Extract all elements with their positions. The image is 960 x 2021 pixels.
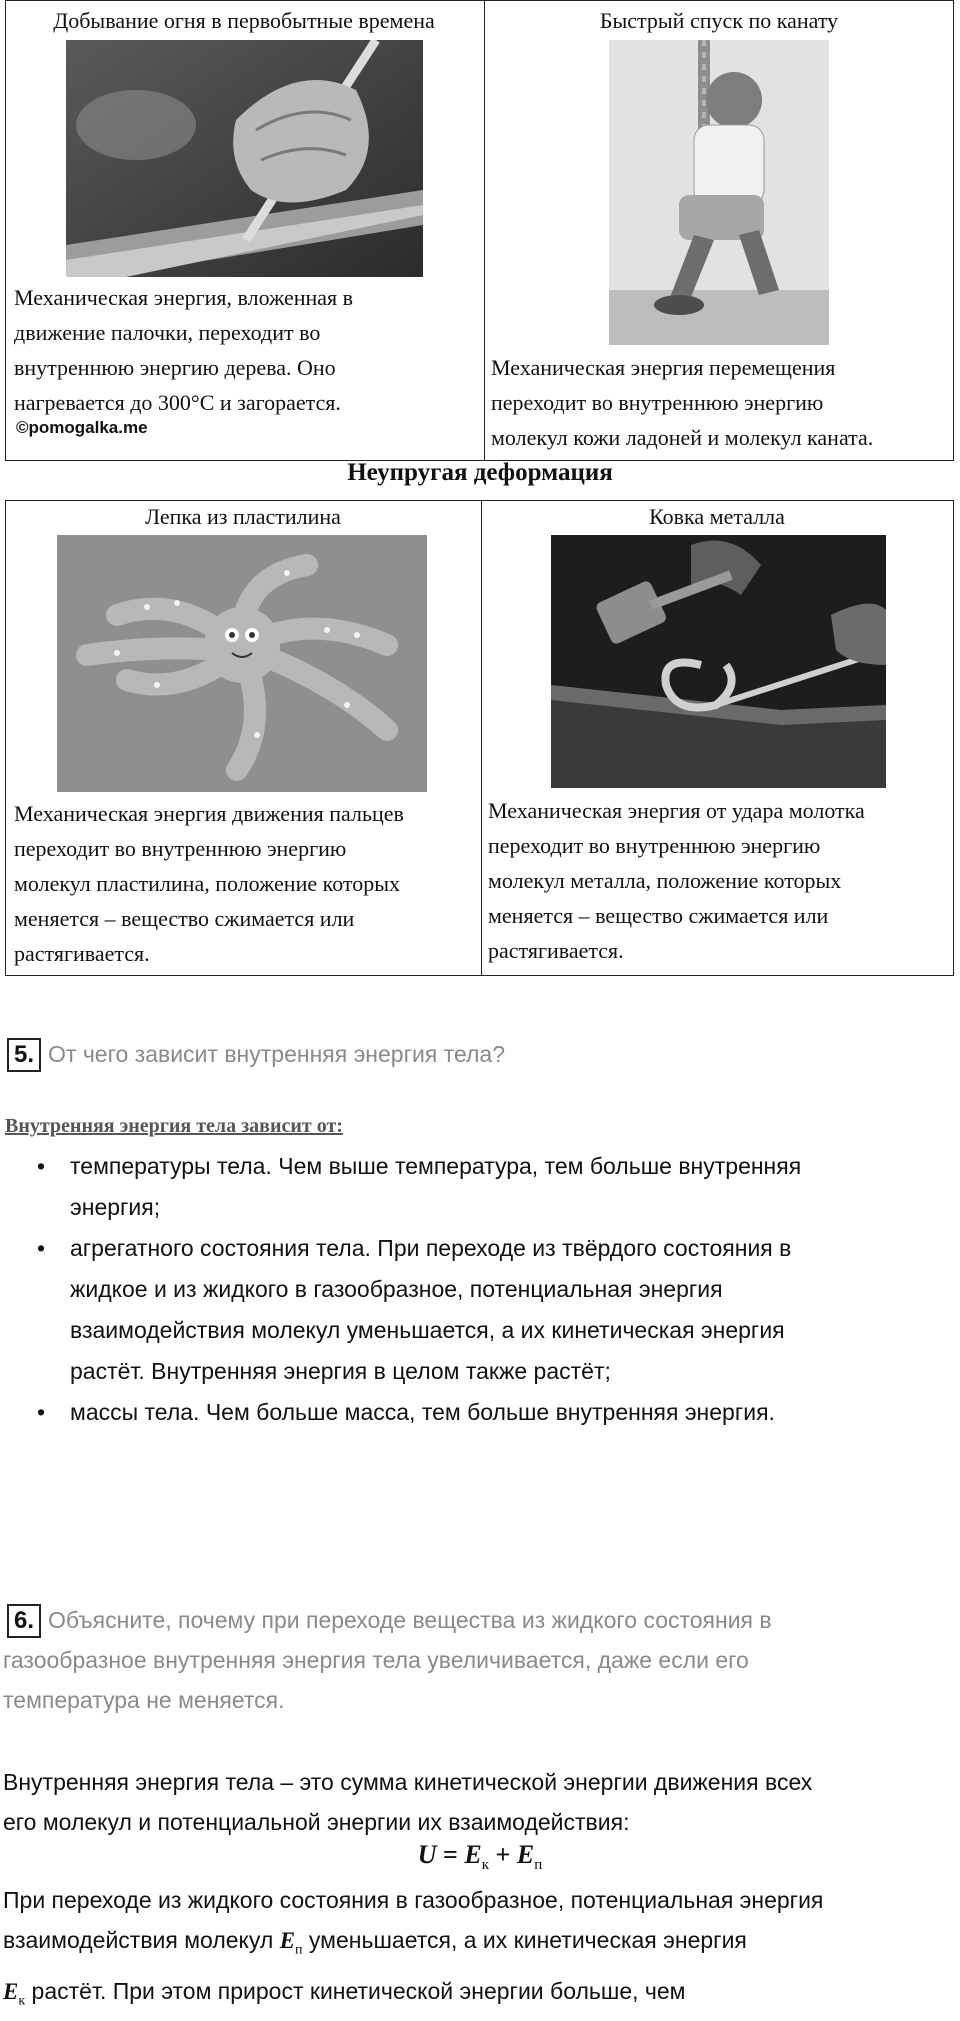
cell-title-plasticine: Лепка из пластилина (145, 504, 341, 529)
question-text-5: От чего зависит внутренняя энергия тела? (48, 1041, 505, 1067)
formula-u: U (417, 1840, 437, 1869)
text-line: внутреннюю энергию дерева. Оно (14, 355, 336, 380)
photo-metal-forging (551, 535, 886, 788)
text-line: переходит во внутреннюю энергию (491, 390, 824, 415)
question-number-6: 6. (7, 1604, 41, 1638)
explanation-paragraph (3, 1880, 953, 2021)
text-line (3, 1971, 953, 2021)
text-line: растёт. Внутренняя энергия в целом также растёт; (70, 1358, 611, 1384)
question-text-6 (3, 1600, 953, 1720)
text-line: молекул металла, положение которых (488, 868, 842, 893)
cell-text-fire (14, 280, 474, 420)
section-heading: Неупругая деформация (347, 459, 613, 486)
math-var-ep: $E_п$ (279, 1928, 303, 1958)
formula-ep: E (516, 1840, 535, 1869)
answer-paragraph (3, 1762, 953, 1842)
bullet-icon: • (37, 1153, 46, 1179)
cell-text-rope (491, 350, 951, 455)
watermark: ©pomogalka.me (16, 418, 148, 437)
bullet-icon: • (37, 1399, 46, 1425)
text-line: массы тела. Чем больше масса, тем больше внутренняя энергия. (70, 1399, 775, 1425)
formula-eq: = (436, 1840, 465, 1869)
text-line: температуры тела. Чем выше температура, тем больше внутренняя (70, 1153, 802, 1179)
energy-formula (0, 1840, 960, 1874)
formula-ek: E (464, 1840, 482, 1869)
photo-fire-drill (66, 40, 423, 277)
text-line: агрегатного состояния тела. При переходе из твёрдого состояния в (70, 1235, 792, 1261)
text-line: Внутренняя энергия тела – это сумма кинетической энергии движения всех (3, 1769, 813, 1795)
answer-heading: Внутренняя энергия тела зависит от: (5, 1115, 343, 1137)
text-line: энергия; (70, 1194, 161, 1220)
text-line: жидкое и из жидкого в газообразное, потенциальная энергия (70, 1276, 723, 1302)
question-number-5: 5. (7, 1038, 41, 1072)
table-divider (484, 1, 485, 460)
cell-title-fire: Добывание огня в первобытные времена (53, 8, 435, 33)
formula-ek-sub: к (481, 1857, 490, 1874)
math-var-ek: $E_к$ (3, 1978, 26, 2009)
text-line: взаимодействия молекул уменьшается, а их кинетическая энергия (70, 1317, 785, 1343)
text-line: растягивается. (14, 941, 150, 966)
text-line: Объясните, почему при переходе вещества из жидкого состояния в (48, 1607, 772, 1633)
text-segment: взаимодействия молекул (3, 1927, 280, 1953)
text-line: Механическая энергия, вложенная в (14, 285, 354, 310)
text-line: растягивается. (488, 938, 624, 963)
text-line: При переходе из жидкого состояния в газообразное, потенциальная энергия (3, 1887, 824, 1913)
text-line: Механическая энергия движения пальцев (14, 801, 404, 826)
formula-ep-sub: п (534, 1857, 543, 1874)
bullet-icon: • (37, 1235, 46, 1261)
text-line: молекул кожи ладоней и молекул каната. (491, 425, 874, 450)
formula-plus: + (489, 1840, 517, 1869)
text-line: Механическая энергия перемещения (491, 355, 836, 380)
text-line: меняется – вещество сжимается или (488, 903, 829, 928)
text-line: Механическая энергия от удара молотка (488, 798, 865, 823)
table-divider (481, 501, 482, 975)
text-line: движение палочки, переходит во (14, 320, 321, 345)
text-line: нагревается до 300°С и загорается. (14, 390, 341, 415)
list-item (30, 1228, 920, 1392)
text-line: его молекул и потенциальной энергии их взаимодействия: (3, 1809, 630, 1835)
cell-text-plasticine (14, 796, 474, 971)
photo-rope-descent (609, 40, 829, 345)
cell-text-forging (488, 793, 950, 968)
text-line (3, 1920, 953, 1971)
answer-bullet-list (30, 1146, 920, 1433)
text-segment: растёт. При этом прирост кинетической энергии больше, чем (25, 1977, 686, 2004)
text-line: газообразное внутренняя энергия тела увеличивается, даже если его (3, 1647, 749, 1673)
text-line: переходит во внутреннюю энергию (488, 833, 821, 858)
list-item (30, 1146, 920, 1228)
cell-title-rope: Быстрый спуск по канату (599, 8, 839, 33)
list-item (30, 1392, 920, 1433)
text-line: меняется – вещество сжимается или (14, 906, 355, 931)
photo-plasticine-octopus (57, 535, 427, 792)
text-line: температура не меняется. (3, 1687, 285, 1713)
text-line: переходит во внутреннюю энергию (14, 836, 347, 861)
text-line: молекул пластилина, положение которых (14, 871, 401, 896)
text-segment: уменьшается, а их кинетическая энергия (302, 1927, 747, 1953)
cell-title-forging: Ковка металла (649, 504, 785, 529)
